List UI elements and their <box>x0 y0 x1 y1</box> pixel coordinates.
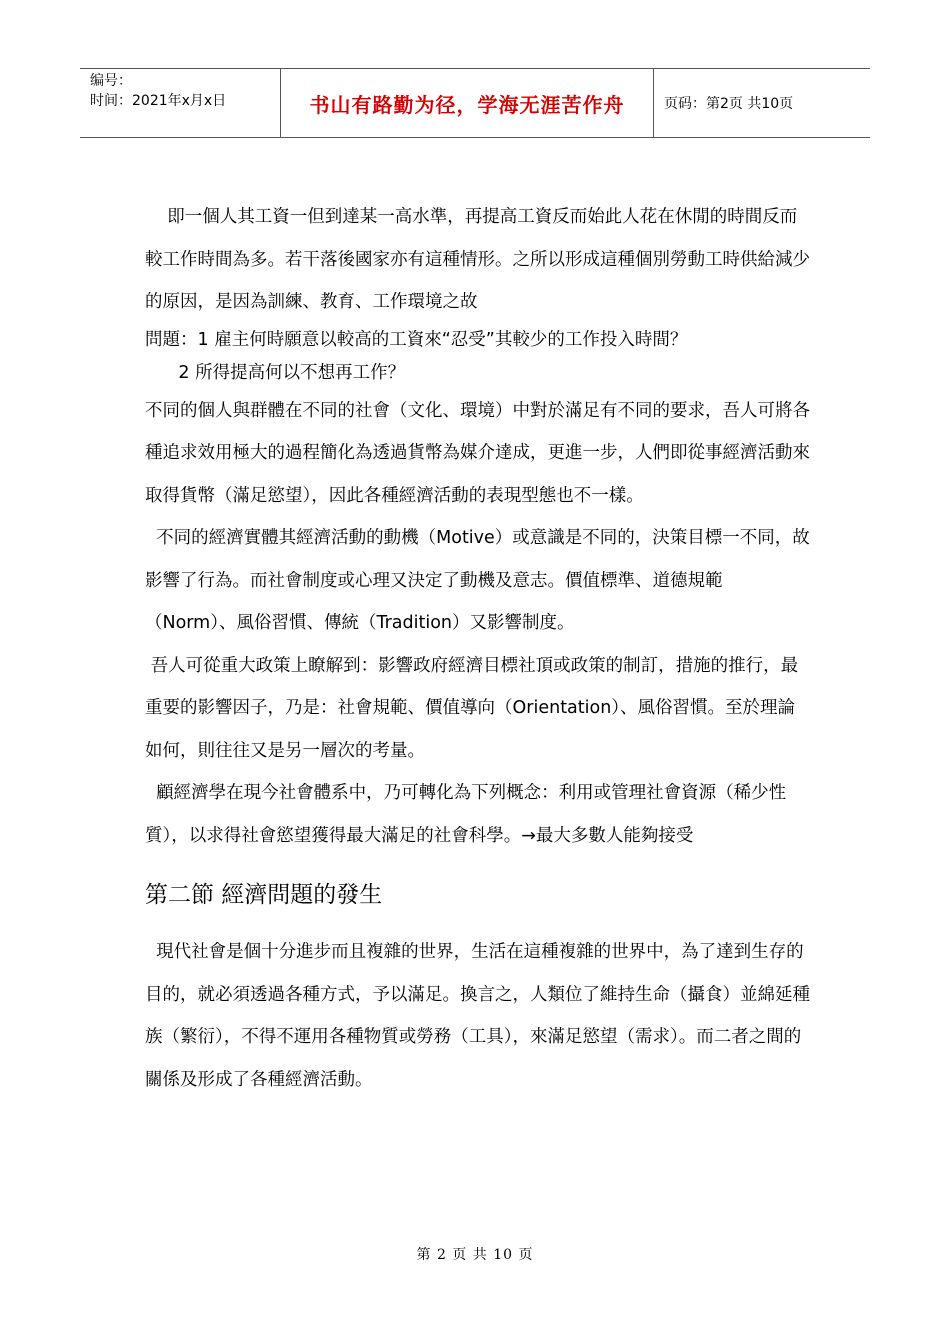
document-header <box>80 68 870 138</box>
paragraph-policy: 吾人可從重大政策上瞭解到：影響政府經濟目標社頂或政策的制訂，措施的推行，最重要的影響因子，乃是：社會規範、價值導向（Orientation）、風俗習慣。至於理論如何，則往往又是另一層次的考量。 <box>145 655 799 761</box>
header-meta <box>80 69 281 137</box>
paragraph-groups-needs: 不同的個人與群體在不同的社會（文化、環境）中對於滿足有不同的要求，吾人可將各種追求效用極大的過程簡化為透過貨幣為媒介達成，更進一步，人們即從事經濟活動來取得貨幣（滿足慾望），因此各種經濟活動的表現型態也不一樣。 <box>145 400 810 506</box>
section-title: 第二節 經濟問題的發生 <box>145 882 383 908</box>
paragraph-economic-motive: 不同的經濟實體其經濟活動的動機（Motive）或意識是不同的，決策目標一不同，故影響了行為。而社會制度或心理又決定了動機及意志。價值標準、道德規範（Norm）、風俗習慣、傳統（Tradition）又影響制度。 <box>145 528 810 633</box>
paragraph-modern-society: 現代社會是個十分進步而且複雜的世界，生活在這種複雜的世界中，為了達到生存的目的，就必須透過各種方式，予以滿足。換言之，人類位了維持生命（攝食）並綿延種族（繁衍），不得不運用各種物質或勞務（工具），來滿足慾望（需求）。而二者之間的關係及形成了各種經濟活動。 <box>145 942 810 1090</box>
page-footer: 第 2 页 共 10 页 <box>416 1247 534 1263</box>
header-motto: 书山有路勤为径，学海无涯苦作舟 <box>281 69 654 137</box>
document-body <box>145 196 810 1101</box>
question-one: 問題：1 雇主何時願意以較高的工資來“忍受”其較少的工作投入時間？ <box>145 329 688 350</box>
time-label: 时间：2021年x月x日 <box>90 93 227 109</box>
paragraph-economics-definition: 顧經濟學在現今社會體系中，乃可轉化為下列概念：利用或管理社會資源（稀少性質），以求得社會慾望獲得最大滿足的社會科學。→最大多數人能夠接受 <box>145 783 787 846</box>
question-two: 2 所得提高何以不想再工作？ <box>145 362 406 383</box>
number-label: 编号： <box>90 73 132 89</box>
paragraph-leisure-wage: 即一個人其工資一但到達某一高水準，再提高工資反而始此人花在休閒的時間反而較工作時間為多。若干落後國家亦有這種情形。之所以形成這種個別勞動工時供給減少的原因，是因為訓練、教育、工作環境之故 <box>145 207 810 312</box>
header-page-info: 页码：第2页 共10页 <box>664 96 794 112</box>
